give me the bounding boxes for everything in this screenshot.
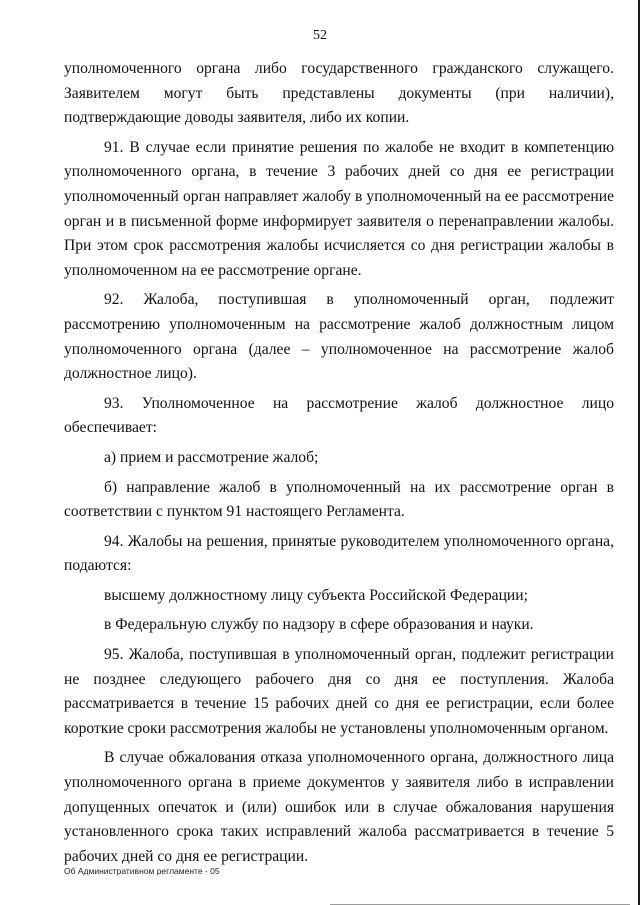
paragraph-91: 91. В случае если принятие решения по жалобе не входит в компетенцию уполномоченного органа, в течение 3 рабочих дней со дня ее регистрации уполномоченный орган направляет жалобу в уполномоченный на ее рассмотрение орган и в письменной форме информирует заявителя о перенаправлении жалобы. При этом срок рассмотрения жалобы исчисляется со дня регистрации жалобы в уполномоченном на ее рассмотрение органе. [64,138,614,279]
list-item-higher-official: высшему должностному лицу субъекта Российской Федерации; [104,586,528,604]
paragraph-appeal-refusal: В случае обжалования отказа уполномоченного органа, должностного лица уполномоченного органа в приеме документов у заявителя либо в исправлении допущенных опечаток и (или) ошибок или в случае обжалования нарушения установленного срока таких исправлений жалоба рассматривается в течение 5 рабочих дней со дня ее регистрации. [64,749,614,865]
document-body [64,57,614,869]
paragraph-93: 93. Уполномоченное на рассмотрение жалоб должностное лицо обеспечивает: [64,394,614,437]
paragraph-94: 94. Жалобы на решения, принятые руководителем уполномоченного органа, подаются: [64,532,614,575]
list-item-federal-service: в Федеральную службу по надзору в сфере образования и науки. [104,616,534,634]
list-item-a: а) прием и рассмотрение жалоб; [104,448,319,466]
paragraph-92: 92. Жалоба, поступившая в уполномоченный орган, подлежит рассмотрению уполномоченным на рассмотрение жалоб должностным лицом уполномоченного органа (далее – уполномоченное на рассмотрение жалоб должностное лицо). [64,291,614,383]
list-item-b: б) направление жалоб в уполномоченный на их рассмотрение орган в соответствии с пунктом 91 настоящего Регламента. [64,478,614,521]
paragraph-95: 95. Жалоба, поступившая в уполномоченный орган, подлежит регистрации не позднее следующего рабочего дня со дня ее поступления. Жалоба рассматривается в течение 15 рабочих дней со дня ее регистрации, если более короткие сроки рассмотрения жалобы не установлены уполномоченным органом. [64,646,614,737]
document-footer: Об Административном регламенте - 05 [64,866,220,876]
paragraph-continuation: уполномоченного органа либо государственного гражданского служащего. Заявителем могут быть представлены документы (при наличии), подтверждающие доводы заявителя, либо их копии. [64,60,614,127]
page-number: 52 [313,28,327,43]
